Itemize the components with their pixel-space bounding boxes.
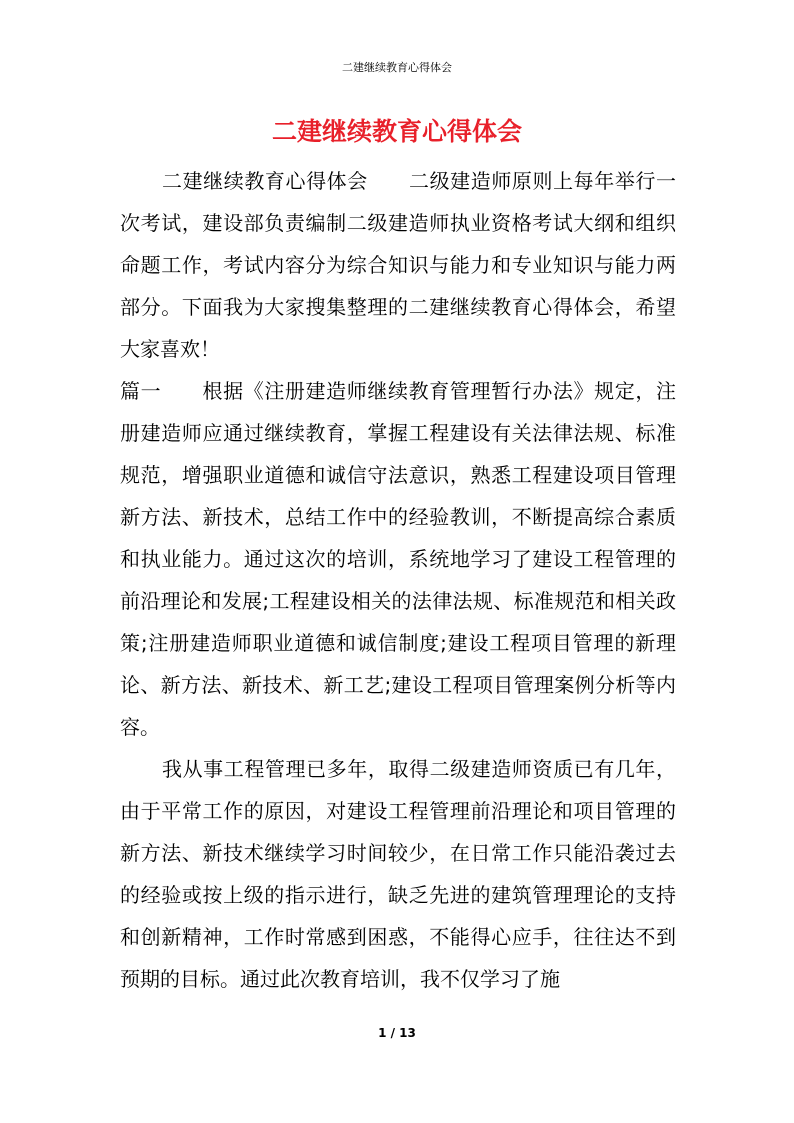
page-number: 1 / 13 xyxy=(378,1026,416,1040)
intro-lead: 二建继续教育心得体会 xyxy=(162,169,368,193)
document-body xyxy=(120,160,676,1000)
intro-gap xyxy=(368,169,409,193)
running-header: 二建继续教育心得体会 xyxy=(342,61,452,74)
section-one-text: 根据《注册建造师继续教育管理暂行办法》规定，注册建造师应通过继续教育，掌握工程建设有关法律法规、标准规范，增强职业道德和诚信守法意识，熟悉工程建设项目管理新方法、新技术，总结工作中的经验教训，不断提高综合素质和执业能力。通过这次的培训，系统地学习了建设工程管理的前沿理论和发展;工程建设相关的法律法规、标准规范和相关政策;注册建造师职业道德和诚信制度;建设工程项目管理的新理论、新方法、新技术、新工艺;建设工程项目管理案例分析等内容。 xyxy=(120,379,677,739)
experience-paragraph xyxy=(120,748,676,1000)
section-one-paragraph xyxy=(120,370,676,748)
intro-paragraph xyxy=(120,160,676,370)
experience-text: 我从事工程管理已多年，取得二级建造师资质已有几年，由于平常工作的原因，对建设工程管理前沿理论和项目管理的新方法、新技术继续学习时间较少，在日常工作只能沿袭过去的经验或按上级的指示进行，缺乏先进的建筑管理理论的支持和创新精神，工作时常感到困惑，不能得心应手，往往达不到预期的目标。通过此次教育培训，我不仅学习了施 xyxy=(120,757,676,991)
section-one-gap xyxy=(161,379,202,403)
section-one-label: 篇一 xyxy=(120,379,162,403)
document-title: 二建继续教育心得体会 xyxy=(271,117,522,146)
intro-text: 二级建造师原则上每年举行一次考试，建设部负责编制二级建造师执业资格考试大纲和组织命题工作，考试内容分为综合知识与能力和专业知识与能力两部分。下面我为大家搜集整理的二建继续教育心得体会，希望大家喜欢！ xyxy=(120,169,677,361)
